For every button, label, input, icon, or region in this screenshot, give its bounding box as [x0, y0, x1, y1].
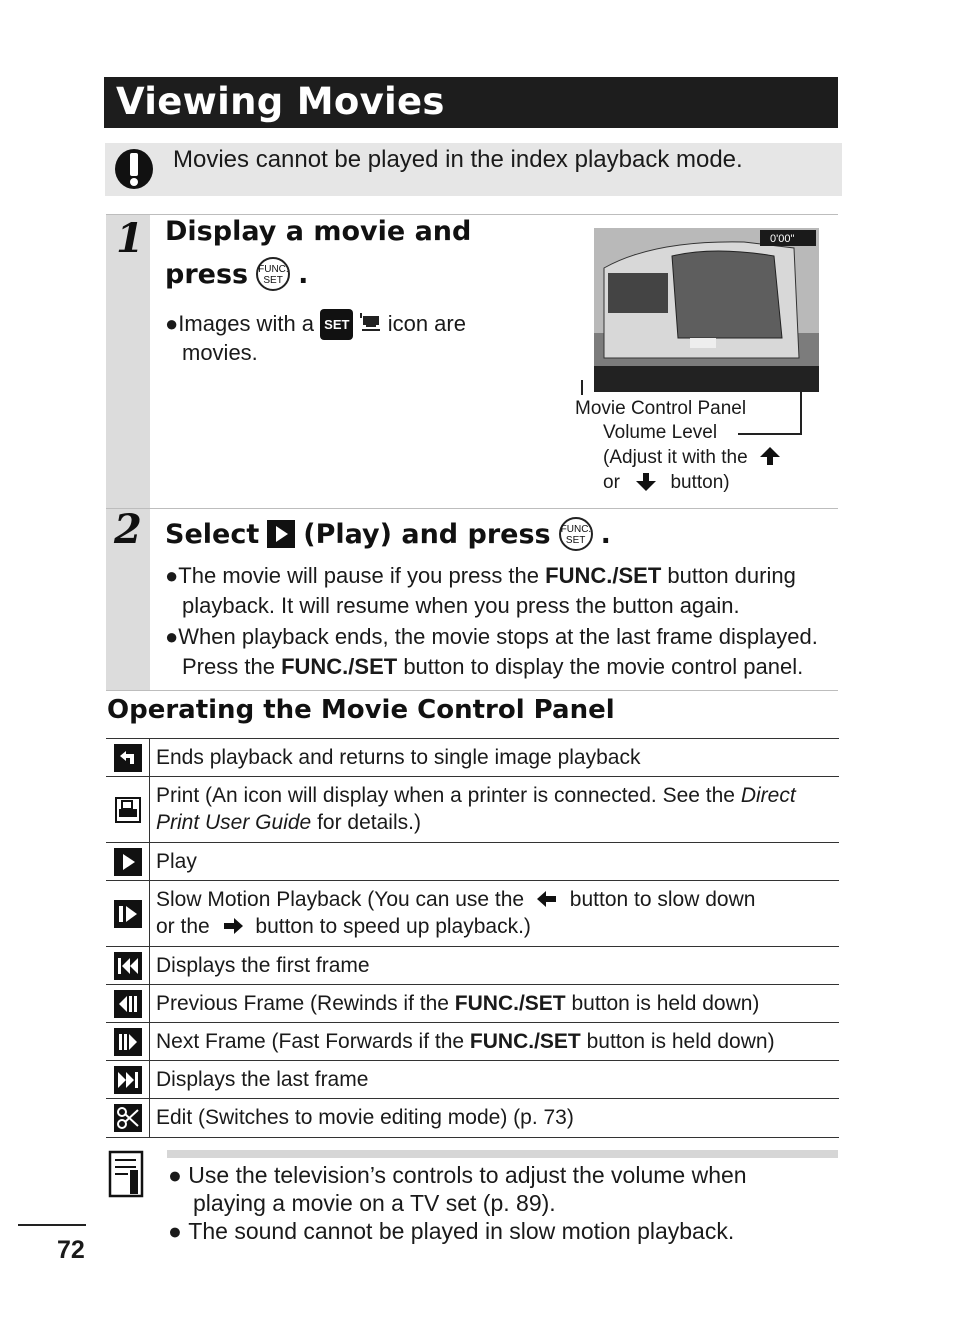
- step-1-bullet-line2: movies.: [182, 340, 258, 365]
- callout-adjust: (Adjust it with the: [603, 446, 781, 471]
- memo-icon: [108, 1150, 148, 1200]
- func-set-icon: FUNC. SET: [559, 517, 593, 551]
- down-arrow-icon: [635, 472, 657, 492]
- row-text: Next Frame (Fast Forwards if the FUNC./SET button is held down): [156, 1030, 775, 1053]
- row-text: or the button to speed up playback.): [156, 915, 531, 938]
- row-text: Play: [156, 850, 197, 873]
- previous-frame-icon: [114, 990, 142, 1018]
- step-2-bullet-1-line2: playback. It will resume when you press the button again.: [182, 593, 740, 618]
- train-illustration: [594, 228, 819, 392]
- row-text: Displays the last frame: [156, 1068, 369, 1091]
- table-row: [106, 880, 839, 947]
- tip-1-line2: playing a movie on a TV set (p. 89).: [193, 1190, 556, 1216]
- right-arrow-icon: [222, 917, 244, 935]
- section-heading: Operating the Movie Control Panel: [107, 695, 615, 725]
- movie-icon: [360, 313, 382, 333]
- step-1-heading-text: press: [165, 258, 249, 290]
- row-text: Slow Motion Playback (You can use the button to slow down: [156, 888, 756, 911]
- callout-control-panel: Movie Control Panel: [575, 398, 747, 419]
- tip-1: ● Use the television’s controls to adjust the volume when: [168, 1162, 747, 1188]
- play-icon: [114, 848, 142, 876]
- notice-text: Movies cannot be played in the index playback mode.: [173, 146, 743, 173]
- divider: [106, 214, 838, 215]
- exit-icon: [114, 744, 142, 772]
- step-1-number: 1: [116, 215, 144, 262]
- divider: [106, 508, 838, 509]
- callout-volume: Volume Level: [603, 422, 718, 443]
- play-icon: [267, 520, 295, 548]
- slow-motion-icon: [114, 900, 142, 928]
- table-row: [106, 842, 839, 881]
- row-text: Previous Frame (Rewinds if the FUNC./SET button is held down): [156, 992, 760, 1015]
- table-row: [106, 1060, 839, 1099]
- func-set-icon: FUNC. SET: [256, 257, 290, 291]
- screen-timecode: 0'00": [770, 233, 795, 245]
- table-row: [106, 946, 839, 985]
- title-bar: [104, 77, 838, 128]
- table-row: [106, 776, 839, 843]
- callout-line: [800, 392, 802, 433]
- row-text: Displays the first frame: [156, 954, 370, 977]
- caution-icon: [114, 148, 154, 190]
- tip-2: ● The sound cannot be played in slow motion playback.: [168, 1218, 735, 1244]
- page-number-rule: [18, 1224, 86, 1226]
- page-number: 72: [57, 1236, 85, 1264]
- table-row: [106, 984, 839, 1023]
- table-row: [106, 738, 839, 777]
- step-1-bullet: ●Images with a SET icon are: [165, 309, 466, 340]
- step-2-bullet-2-line2: Press the FUNC./SET button to display the movie control panel.: [182, 654, 804, 679]
- tip-bar: [167, 1150, 838, 1158]
- movie-screen-image: [594, 228, 819, 392]
- step-2-heading: Select (Play) and press FUNC. SET .: [165, 518, 611, 550]
- callout-line: [738, 433, 802, 435]
- row-text: Ends playback and returns to single image playback: [156, 746, 641, 769]
- step-1-heading-line2: press FUNC. SET .: [165, 258, 309, 290]
- page-title: Viewing Movies: [116, 80, 445, 123]
- table-row: [106, 1098, 839, 1138]
- callout-line: [581, 380, 583, 395]
- next-frame-icon: [114, 1028, 142, 1056]
- row-text: Print User Guide for details.): [156, 811, 421, 834]
- table-row: [106, 1022, 839, 1061]
- step-2-bullet-1: ●The movie will pause if you press the FUNC./SET button during: [165, 563, 796, 588]
- edit-scissors-icon: [114, 1104, 142, 1132]
- left-arrow-icon: [536, 890, 558, 908]
- step-column: [106, 214, 150, 690]
- step-2-number: 2: [114, 506, 142, 553]
- up-arrow-icon: [759, 446, 781, 466]
- first-frame-icon: [114, 952, 142, 980]
- row-text: Edit (Switches to movie editing mode) (p. 73): [156, 1106, 574, 1129]
- set-badge-icon: SET: [320, 309, 353, 340]
- last-frame-icon: [114, 1066, 142, 1094]
- row-text: Print (An icon will display when a printer is connected. See the Direct: [156, 784, 796, 807]
- print-icon: [114, 796, 142, 824]
- callout-or-down: or button): [603, 472, 730, 493]
- step-2-bullet-2: ●When playback ends, the movie stops at the last frame displayed.: [165, 624, 818, 649]
- step-1-heading: Display a movie and: [165, 216, 472, 247]
- divider: [106, 690, 838, 691]
